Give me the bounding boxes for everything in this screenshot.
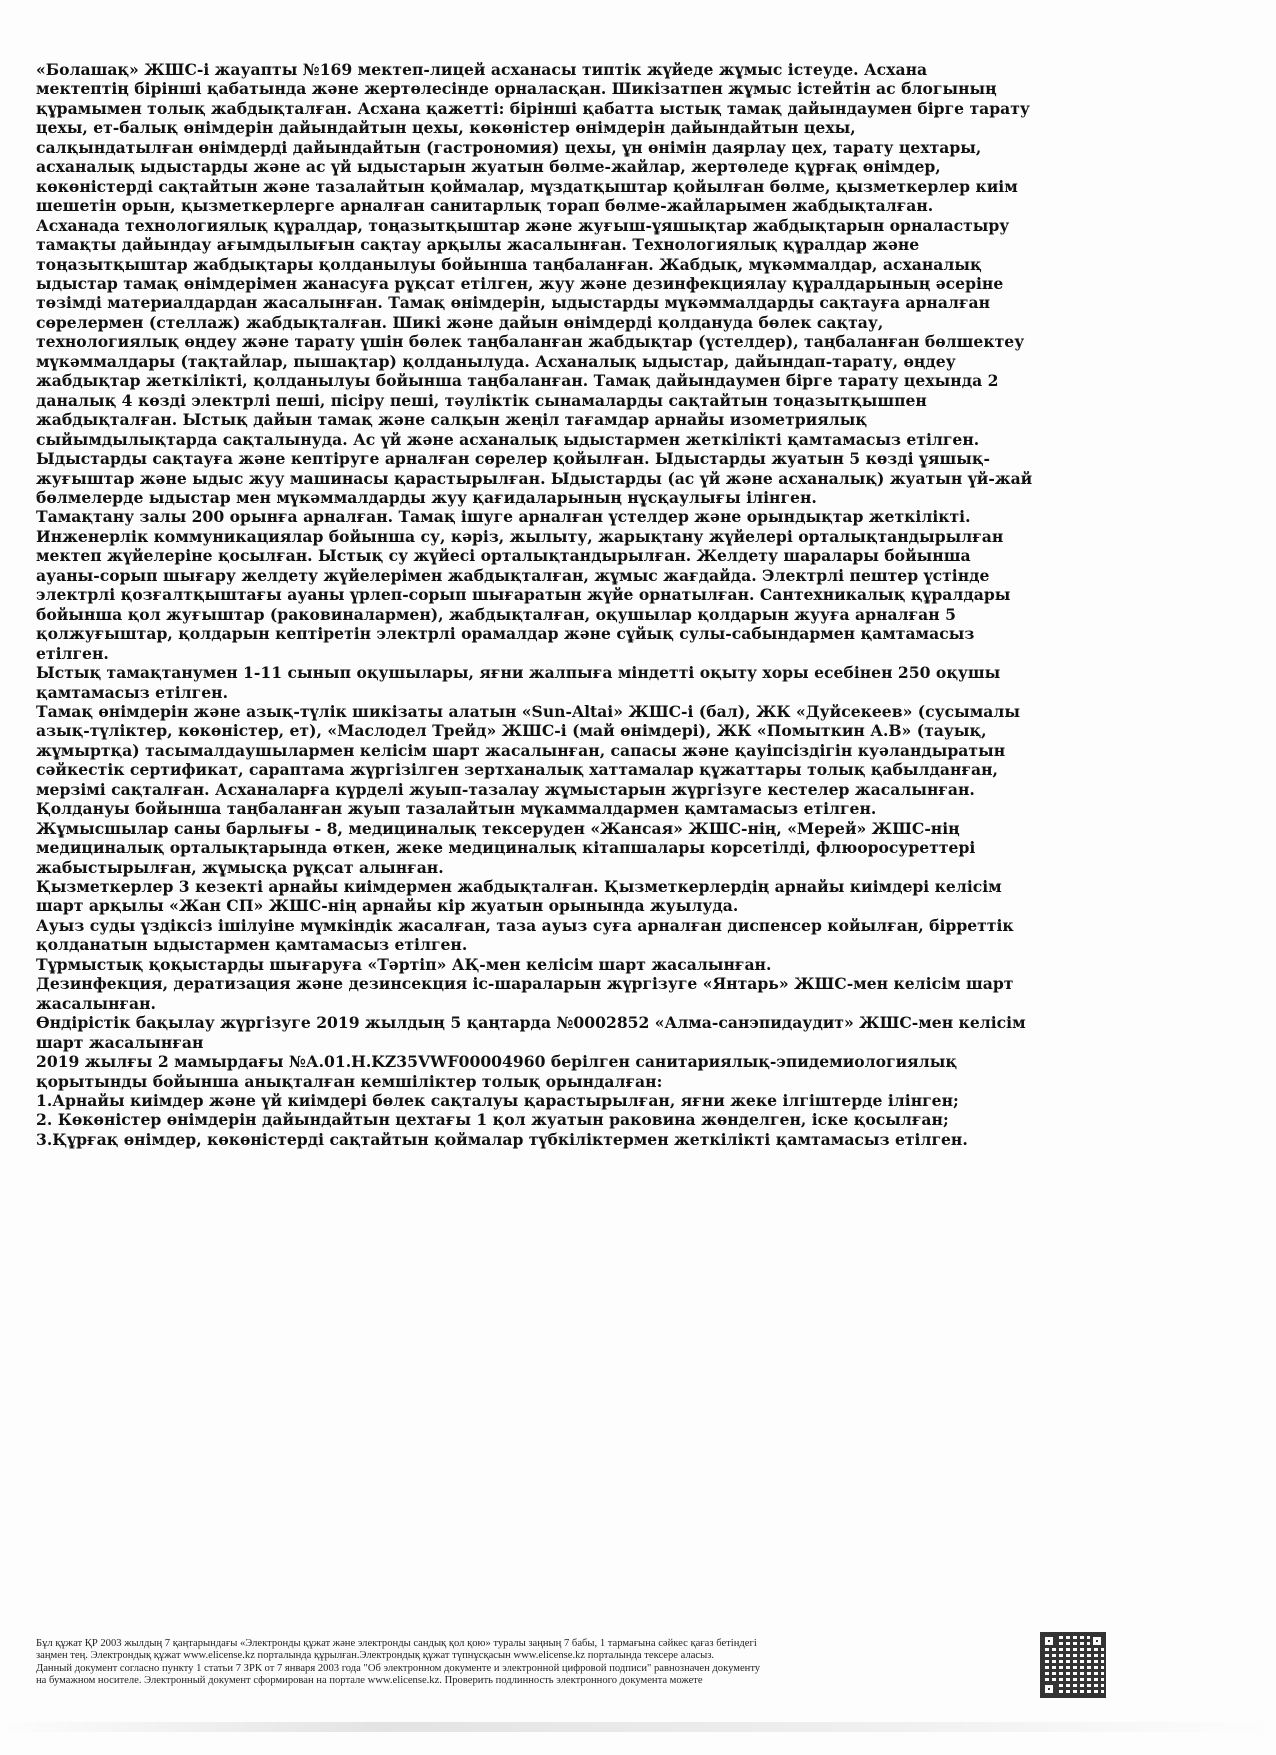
text-line: шешетін орын, қызметкерлерге арналған санитарлық торап бөлме-жайларымен жабдықталған. bbox=[36, 196, 934, 216]
text-line: Асханада технологиялық құралдар, тоңазытқыштар және жуғыш-ұяшықтар жабдықтарын орналастыру bbox=[36, 215, 1010, 235]
text-line: сәйкестік сертификат, сараптама жүргізілген зертханалық хаттамалар құжаттары толық қабылданған, bbox=[36, 760, 998, 780]
text-line: етілген. bbox=[36, 643, 109, 663]
text-line: құрамымен толық жабдықталған. Асхана қажетті: бірінші қабатта ыстық тамақ дайындаумен бірге тарату bbox=[36, 98, 1030, 118]
text-line: салқындатылған өнімдерді дайындайтын (гастрономия) цехы, ұн өнімін даярлау цех, тарату цехтары, bbox=[36, 137, 982, 157]
text-line: медициналық орталықтарында өткен, жеке медициналық кітапшалары корсетілді, флюоросуреттері bbox=[36, 838, 976, 858]
text-line: мектептің бірінші қабатында және жертөлесінде орналасқан. Шикізатпен жұмыс істейтін ас блогының bbox=[36, 79, 997, 99]
footer-line: Данный документ согласно пункту 1 статьи 7 ЗРК от 7 января 2003 года "Об электронном документе и электронной цифровой подписи" равнозначен документу bbox=[36, 1662, 761, 1674]
text-line: Тамақ өнімдерін және азық-түлік шикізаты алатын «Sun-Altai» ЖШС-і (бал), ЖК «Дуйсекеев» (сусымалы bbox=[36, 701, 1020, 721]
e-signature-footer bbox=[36, 1638, 1036, 1688]
text-line: сөрелермен (стеллаж) жабдықталған. Шикі және дайын өнімдерді қолдануда бөлек сақтау, bbox=[36, 312, 884, 332]
text-line: Жұмысшылар саны барлығы - 8, медициналық тексеруден «Жансая» ЖШС-нің, «Мерей» ЖШС-нің bbox=[36, 818, 960, 838]
text-line: Ауыз суды үздіксіз ішілуіне мүмкіндік жасалған, таза ауыз суға арналған диспенсер койылған, бірреттік bbox=[36, 915, 1014, 935]
text-line: шарт жасалынған bbox=[36, 1032, 204, 1052]
text-line: қолжуғыштар, қолдарын кептіретін электрлі орамалдар және сұйық сулы-сабындармен қамтамасыз bbox=[36, 624, 975, 644]
footer-line: заңмен тең. Электрондық құжат www.elicense.kz порталында құрылған.Электрондық құжат түпнұсқасын www.elicense.kz порталында тексере аласыз. bbox=[36, 1650, 715, 1662]
text-line: асханалық ыдыстарды және ас үй ыдыстарын жуатын бөлме-жайлар, жертөледе құрғақ өнімдер, bbox=[36, 157, 941, 177]
text-line: Ыстық тамақтанумен 1-11 сынып оқушылары, яғни жалпыға міндетті оқыту хоры есебінен 250 оқушы bbox=[36, 663, 1001, 683]
text-line: қорытынды бойынша анықталған кемшіліктер толық орындалған: bbox=[36, 1071, 663, 1091]
text-line: жұмыртқа) тасымалдаушылармен келісім шарт жасалынған, сапасы және қауіпсіздігін куәландыратын bbox=[36, 740, 1006, 760]
text-line: Тұрмыстық қоқыстарды шығаруға «Тәртіп» АҚ-мен келісім шарт жасалынған. bbox=[36, 954, 772, 974]
text-line: тамақты дайындау ағымдылығын сақтау арқылы жасалынған. Технологиялық құралдар және bbox=[36, 235, 920, 255]
text-line: жабдықталған. Ыстық дайын тамақ және салқын жеңіл тағамдар арнайы изометриялық bbox=[36, 410, 867, 430]
text-line: бөлмелерде ыдыстар мен мүкәммалдарды жуу қағидаларының нұсқаулығы ілінген. bbox=[36, 487, 817, 507]
text-line: шарт арқылы «Жан СП» ЖШС-нің арнайы кір жуатын орынында жуылуда. bbox=[36, 896, 739, 916]
text-line: жасалынған. bbox=[36, 993, 156, 1013]
text-line: мерзімі сақталған. Асханаларға күрделі жуып-тазалау жұмыстарын жүргізуге кестелер жасалынған. bbox=[36, 779, 975, 799]
text-line: 2019 жылғы 2 мамырдағы №А.01.Н.KZ35VWF00004960 берілген санитариялық-эпидемиологиялық bbox=[36, 1052, 957, 1072]
text-line: даналық 4 көзді электрлі пеші, пісіру пеші, тәуліктік сынамаларды сақтайтын тоңазытқышпен bbox=[36, 390, 927, 410]
text-line: Қолдануы бойынша таңбаланған жуып тазалайтын мүкаммалдармен қамтамасыз етілген. bbox=[36, 799, 877, 819]
text-line: Ыдыстарды сақтауға және кептіруге арналған сөрелер қойылған. Ыдыстарды жуатын 5 көзді ұяшық- bbox=[36, 449, 990, 469]
text-line: Өндірістік бақылау жүргізуге 2019 жылдың 5 қаңтарда №0002852 «Алма-санэпидаудит» ЖШС-мен келісім bbox=[36, 1013, 1026, 1033]
text-line: 3.Құрғақ өнімдер, көкөністерді сақтайтын қоймалар түбкіліктермен жеткілікті қамтамасыз етілген. bbox=[36, 1129, 968, 1149]
text-line: мүкәммалдары (тақтайлар, пышақтар) қолданылуда. Асханалық ыдыстар, дайындап-тарату, өңдеу bbox=[36, 351, 956, 371]
text-line: қамтамасыз етілген. bbox=[36, 682, 228, 702]
text-line: мектеп жүйелеріне қосылған. Ыстық су жүйесі орталықтандырылған. Желдету шаралары бойынша bbox=[36, 546, 971, 566]
text-line: азық-түліктер, көкөністер, ет), «Маслодел Трейд» ЖШС-і (май өнімдері), ЖК «Помыткин А.В» (тауық, bbox=[36, 721, 987, 741]
text-line: төзімді материалдардан жасалынған. Тамақ өнімдерін, ыдыстарды мүкәммалдарды сақтауға арналған bbox=[36, 293, 991, 313]
text-line: жуғыштар және ыдыс жуу машинасы қарастырылған. Ыдыстарды (ас үй және асханалық) жуатын үй-жай bbox=[36, 468, 1033, 488]
text-line: сыйымдылықтарда сақталынуда. Ас үй және асханалық ыдыстармен жеткілікті қамтамасыз етілген. bbox=[36, 429, 980, 449]
text-line: Тамақтану залы 200 орынға арналған. Тамақ ішуге арналған үстелдер және орындықтар жеткілікті. bbox=[36, 507, 971, 527]
text-line: ыдыстар тамақ өнімдерімен жанасуға рұқсат етілген, жуу және дезинфекциялау құралдарының әсеріне bbox=[36, 273, 1004, 293]
text-line: тоңазытқыштар жабдықтары қолданылуы бойынша таңбаланған. Жабдық, мүкәммалдар, асханалық bbox=[36, 254, 982, 274]
footer-line: Бұл құжат ҚР 2003 жылдың 7 қаңтарындағы «Электронды құжат және электронды сандық қол қою» туралы заңның 7 бабы, 1 тармағына сәйкес қағаз бетіндегі bbox=[36, 1638, 757, 1649]
text-line: ауаны-сорып шығару желдету жүйелерімен жабдықталған, жұмыс жағдайда. Электрлі пештер үстінде bbox=[36, 565, 990, 585]
text-line: Қызметкерлер 3 кезекті арнайы киімдермен жабдықталған. Қызметкерлердің арнайы киімдері келісім bbox=[36, 877, 1002, 897]
text-line: жабыстырылған, жұмысқа рұқсат алынған. bbox=[36, 857, 444, 877]
text-line: электрлі қозғалтқыштағы ауаны үрлеп-сорып шығаратын жүйе орнатылған. Сантехникалық құралдары bbox=[36, 585, 1011, 605]
text-line: Инженерлік коммуникациялар бойынша су, кәріз, жылыту, жарықтану жүйелері орталықтандырылған bbox=[36, 526, 1004, 546]
text-line: технологиялық өңдеу және тарату үшін бөлек таңбаланған жабдықтар (үстелдер), таңбаланған бөлшектеу bbox=[36, 332, 1025, 352]
text-line: көкөністерді сақтайтын және тазалайтын қоймалар, мұздатқыштар қойылған бөлме, қызметкерлер киім bbox=[36, 176, 1018, 196]
text-line: 1.Арнайы киімдер және үй киімдері бөлек сақталуы қарастырылған, яғни жеке ілгіштерде ілінген; bbox=[36, 1091, 959, 1111]
document-body bbox=[36, 60, 1126, 1149]
text-line: Дезинфекция, дератизация және дезинсекция іс-шараларын жүргізуге «Янтарь» ЖШС-мен келісім шарт bbox=[36, 974, 1014, 994]
text-line: қолданатын ыдыстармен қамтамасыз етілген. bbox=[36, 935, 468, 955]
text-line: «Болашақ» ЖШС-і жауапты №169 мектеп-лицей асханасы типтік жүйеде жұмыс істеуде. Асхана bbox=[36, 60, 928, 79]
text-line: цехы, ет-балық өнімдерін дайындайтын цехы, көкөністер өнімдерін дайындайтын цехы, bbox=[36, 118, 856, 138]
footer-line: на бумажном носителе. Электронный документ сформирован на портале www.elicense.kz. Проверить подлинность электронного документа можете bbox=[36, 1675, 703, 1687]
qr-code-icon bbox=[1040, 1632, 1106, 1698]
text-line: 2. Көкөністер өнімдерін дайындайтын цехтағы 1 қол жуатын раковина жөнделген, іске қосылған; bbox=[36, 1110, 949, 1130]
text-line: бойынша қол жуғыштар (раковиналармен), жабдықталған, оқушылар қолдарын жууға арналған 5 bbox=[36, 604, 956, 624]
text-line: жабдықтар жеткілікті, қолданылуы бойынша таңбаланған. Тамақ дайындаумен бірге тарату цехында 2 bbox=[36, 371, 999, 391]
scan-artifact-strip bbox=[0, 1722, 1276, 1732]
